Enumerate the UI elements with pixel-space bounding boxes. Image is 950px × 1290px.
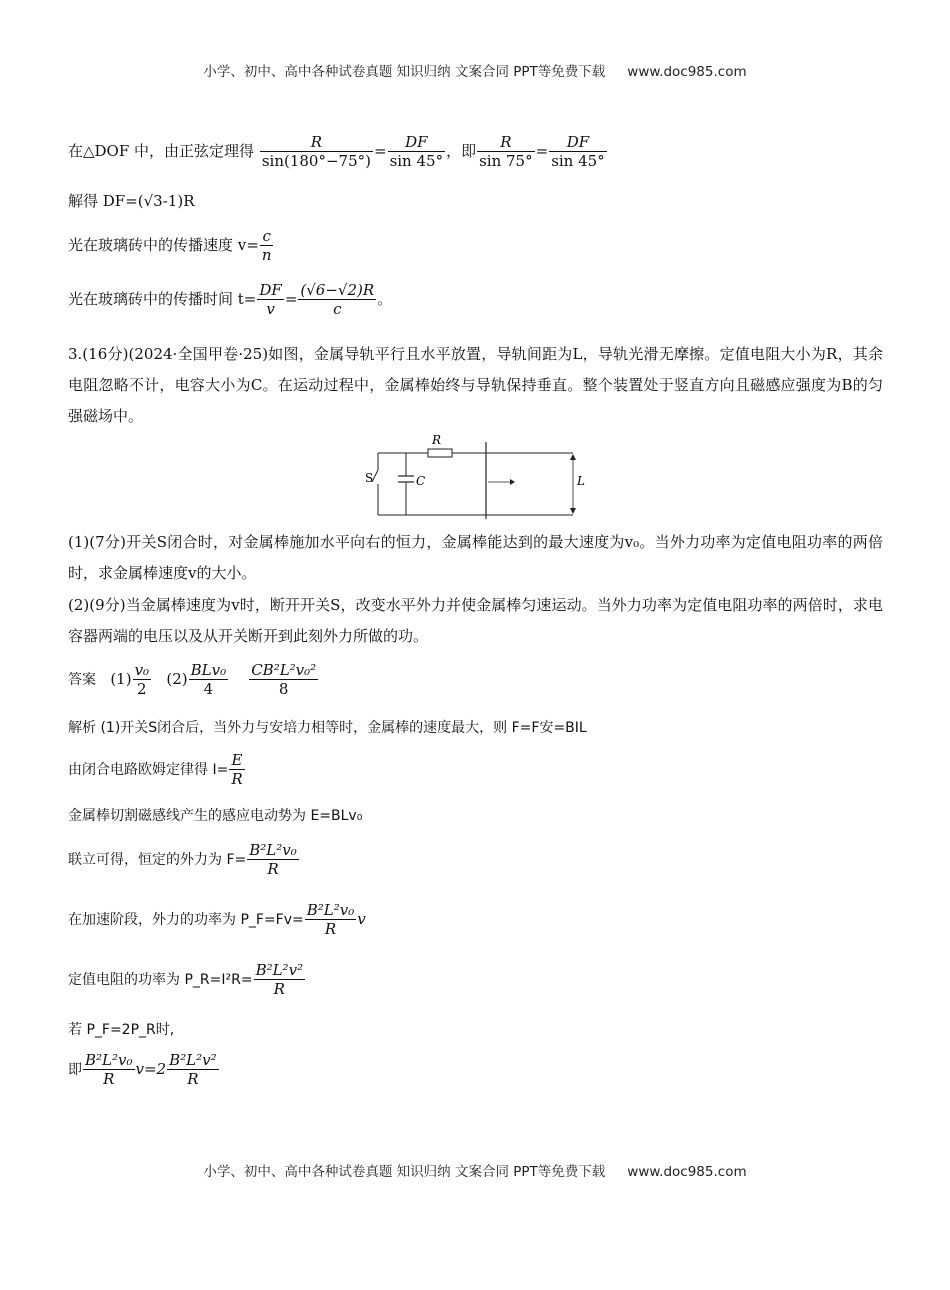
sine-rule-line: 在△DOF 中，由正弦定理得 $\frac{R}{\sin(180^\circ-75^\circ)}$ = $\frac{DF}{\sin 45^\circ}$ ，即 $\frac{R}{\sin 75^\circ}$ = $\frac{DF}{\sin 45^\circ}$ xyxy=(68,133,605,171)
fraction xyxy=(260,134,373,170)
den: R xyxy=(187,1070,199,1089)
analysis-line-5 xyxy=(68,902,366,938)
text: v xyxy=(357,910,366,929)
num: B²L²v₀ xyxy=(249,841,297,859)
footer-text: 小学、初中、高中各种试卷真题 知识归纳 文案合同 PPT等免费下载 xyxy=(203,1164,606,1180)
resistor xyxy=(428,449,452,457)
text: 光在玻璃砖中的传播时间 t= xyxy=(68,290,257,309)
den: v xyxy=(266,300,275,319)
label-r: R xyxy=(432,433,442,447)
text: 定值电阻的功率为 P_R=I²R= xyxy=(68,972,253,989)
df-result: 解得 DF=(√3-1)R xyxy=(68,192,195,210)
text: 在加速阶段，外力的功率为 P_F=Fv= xyxy=(68,912,304,929)
question-1: (1)(7分)开关S闭合时，对金属棒施加水平向右的恒力，金属棒能达到的最大速度为v₀。当外力功率为定值电阻功率的两倍时，求金属棒速度v的大小。 xyxy=(68,533,883,582)
fraction xyxy=(298,282,376,318)
answer-line xyxy=(68,662,319,698)
fraction xyxy=(249,662,318,698)
fraction xyxy=(229,752,244,788)
fraction xyxy=(388,134,446,170)
analysis-line-8 xyxy=(68,1052,220,1088)
fraction xyxy=(247,842,299,878)
question-2: (2)(9分)当金属棒速度为v时，断开开关S，改变水平外力并使金属棒匀速运动。当外力功率为定值电阻功率的两倍时，求电容器两端的电压以及从开关断开到此刻外力所做的功。 xyxy=(68,596,883,645)
fraction xyxy=(254,962,306,998)
label-s: S xyxy=(365,471,374,485)
arrow-head xyxy=(570,508,576,514)
text: ，即 xyxy=(446,142,477,161)
speed-line xyxy=(68,228,274,264)
text: 光在玻璃砖中的传播速度 v= xyxy=(68,236,259,255)
text: 。 xyxy=(377,290,393,309)
text: 在△DOF 中，由正弦定理得 xyxy=(68,142,255,161)
analysis-line-4 xyxy=(68,842,300,878)
analysis-line-2 xyxy=(68,752,246,788)
analysis-line-3: 金属棒切割磁感线产生的感应电动势为 E=BLv₀ xyxy=(68,808,363,824)
header-url[interactable]: www.doc985.com xyxy=(627,64,747,80)
num: B²L²v₀ xyxy=(306,901,355,919)
text: 由闭合电路欧姆定律得 I= xyxy=(68,762,229,779)
fraction xyxy=(477,134,535,170)
den: R xyxy=(273,980,285,999)
num: R xyxy=(260,134,373,152)
den: sin 45° xyxy=(389,152,444,171)
fraction xyxy=(260,228,274,264)
num: DF xyxy=(549,134,607,152)
text: (1) xyxy=(110,670,132,689)
num: B²L²v₀ xyxy=(85,1051,133,1069)
fraction xyxy=(305,902,357,938)
label-c: C xyxy=(416,474,426,488)
fraction xyxy=(257,282,283,318)
text: 联立可得，恒定的外力为 F= xyxy=(68,852,247,869)
den: sin(180°−75°) xyxy=(261,152,371,171)
problem-stem: 3.(16分)(2024·全国甲卷·25)如图，金属导轨平行且水平放置，导轨间距为L，导轨光滑无摩擦。定值电阻大小为R，其余电阻忽略不计，电容大小为C。在运动过程中，金属棒始终与导轨保持垂直。整个装置处于竖直方向且磁感应强度为B的匀强磁场中。 xyxy=(68,345,883,425)
analysis-line-7: 若 P_F=2P_R时, xyxy=(68,1022,175,1038)
num: v₀ xyxy=(134,661,150,679)
num: c xyxy=(260,228,274,246)
analysis-line-6 xyxy=(68,962,306,998)
text: 即 xyxy=(68,1062,82,1079)
den: sin 75° xyxy=(479,152,533,171)
num: E xyxy=(229,752,244,770)
num: DF xyxy=(259,281,282,299)
page-footer xyxy=(0,1160,950,1180)
den: R xyxy=(267,860,279,879)
arrow-head xyxy=(570,454,576,460)
den: 8 xyxy=(278,680,289,699)
arrow-head xyxy=(510,479,515,485)
num: B²L²v² xyxy=(169,1051,217,1069)
fraction xyxy=(189,662,228,698)
den: sin 45° xyxy=(551,152,605,171)
den: 4 xyxy=(203,680,214,699)
den: 2 xyxy=(137,680,147,699)
answer-label: 答案 xyxy=(68,672,96,689)
footer-url[interactable]: www.doc985.com xyxy=(627,1164,747,1180)
header-text: 小学、初中、高中各种试卷真题 知识归纳 文案合同 PPT等免费下载 xyxy=(203,64,606,80)
fraction xyxy=(167,1052,219,1088)
num: CB²L²v₀² xyxy=(251,661,317,679)
analysis-line-1: 解析 (1)开关S闭合后，当外力与安培力相等时，金属棒的速度最大，则 F=F安=BIL xyxy=(68,720,587,736)
den: R xyxy=(103,1070,115,1089)
den: c xyxy=(333,300,342,319)
text: (2) xyxy=(166,670,188,689)
text: v=2 xyxy=(135,1060,167,1079)
num: DF xyxy=(388,134,446,152)
den: R xyxy=(231,770,243,789)
circuit-diagram xyxy=(360,430,600,522)
label-l: L xyxy=(577,474,585,488)
den: n xyxy=(261,246,272,265)
page-header xyxy=(0,60,950,80)
num: B²L²v² xyxy=(255,961,304,979)
den: R xyxy=(324,920,337,939)
num: BLv₀ xyxy=(190,661,227,679)
time-line: 光在玻璃砖中的传播时间 t= $\frac{DF}{v}$ = $\frac{(√6-√2)R}{c}$ 。 xyxy=(68,281,393,319)
fraction xyxy=(549,134,607,170)
fraction xyxy=(133,662,152,698)
fraction xyxy=(83,1052,135,1088)
num: R xyxy=(477,134,535,152)
num: (√6−√2)R xyxy=(300,281,375,299)
